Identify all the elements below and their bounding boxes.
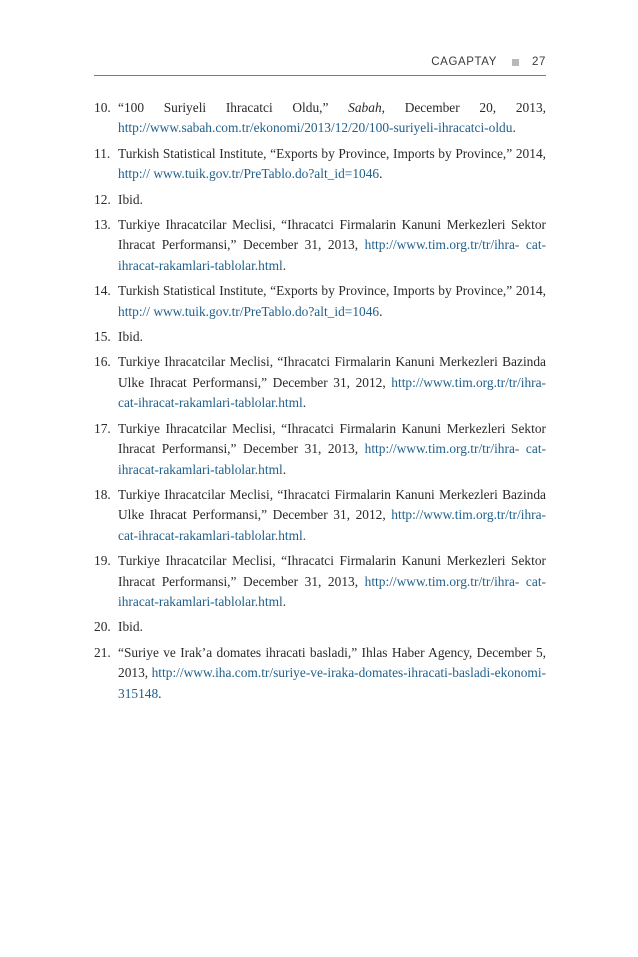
endnote-period: . — [158, 685, 162, 701]
endnote-text — [118, 617, 546, 637]
endnote-item — [94, 643, 546, 704]
endnote-number: 16. — [94, 354, 111, 370]
endnote-text — [118, 190, 546, 210]
endnote-text — [118, 352, 546, 413]
endnote-title-part: “100 Suriyeli Ihracatci Oldu,” — [118, 100, 349, 115]
endnote-text — [118, 485, 546, 546]
endnote-item — [94, 190, 546, 210]
endnote-number: 15. — [94, 329, 111, 345]
endnote-item — [94, 215, 546, 276]
endnote-period: . — [282, 257, 287, 273]
endnote-text — [118, 327, 546, 347]
endnote-text — [118, 215, 546, 276]
endnote-period: . — [379, 303, 383, 319]
endnote-period: . — [282, 461, 287, 477]
endnote-link[interactable]: http://www.tim.org.tr/tr/ihra- cat-ihracat-rakamlari-tablolar.html — [118, 573, 546, 609]
endnote-citation: Turkiye Ihracatcilar Meclisi, “Ihracatci Firmalarin Kanuni Merkezleri Sektor Ihracat Performansi,” December 31, 2013, — [118, 217, 546, 253]
endnote-number: 19. — [94, 553, 111, 569]
endnote-citation: Turkish Statistical Institute, “Exports by Province, Imports by Province,” 2014, — [118, 145, 546, 161]
header-separator-square — [512, 59, 519, 66]
endnote-number: 20. — [94, 619, 111, 635]
endnote-item — [94, 485, 546, 546]
endnote-item — [94, 352, 546, 413]
endnote-number: 10. — [94, 100, 111, 115]
endnote-link[interactable]: http://www.tim.org.tr/tr/ihra- cat-ihracat-rakamlari-tablolar.html. — [118, 507, 546, 543]
endnote-link[interactable]: http://www.tim.org.tr/tr/ihra- cat-ihracat-rakamlari-tablolar.html — [118, 374, 546, 411]
running-header-author: CAGAPTAY — [431, 56, 497, 68]
page-number: 27 — [532, 56, 546, 68]
endnote-citation: Turkish Statistical Institute, “Exports by Province, Imports by Province,” 2014, — [118, 283, 546, 299]
endnote-number: 17. — [94, 420, 111, 436]
endnote-item — [94, 281, 546, 322]
endnote-item — [94, 551, 546, 612]
endnote-link[interactable]: http:// www.tuik.gov.tr/PreTablo.do?alt_id=1046 — [118, 166, 380, 182]
endnote-number: 21. — [94, 644, 111, 660]
header-rule — [94, 75, 546, 76]
endnote-citation: , December 20, 2013, — [381, 100, 546, 115]
endnote-link[interactable]: http:// www.tuik.gov.tr/PreTablo.do?alt_id=1046 — [118, 303, 380, 319]
endnote-citation: Turkiye Ihracatcilar Meclisi, “Ihracatci Firmalarin Kanuni Merkezleri Bazinda Ulke Ihracat Performansi,” December 31, 2012, — [118, 486, 546, 523]
endnote-text — [118, 419, 546, 480]
endnote-text — [118, 144, 546, 185]
endnote-publication: Sabah — [348, 100, 382, 115]
endnote-citation: Ibid. — [118, 619, 143, 635]
endnote-item — [94, 327, 546, 347]
endnote-item — [94, 617, 546, 637]
endnote-link[interactable]: http://www.sabah.com.tr/ekonomi/2013/12/20/100-suriyeli-ihracatci-oldu — [118, 120, 513, 136]
endnote-item — [94, 419, 546, 480]
endnotes-list — [94, 98, 546, 709]
endnote-text — [118, 98, 546, 139]
endnote-item — [94, 98, 546, 139]
endnote-citation: Turkiye Ihracatcilar Meclisi, “Ihracatci Firmalarin Kanuni Merkezleri Sektor Ihracat Performansi,” December 31, 2013, — [118, 553, 546, 589]
endnote-number: 18. — [94, 486, 111, 502]
endnote-period: . — [282, 593, 287, 609]
endnote-period: . — [379, 166, 383, 182]
endnote-link[interactable]: http://www.iha.com.tr/suriye-ve-iraka-domates-ihracati-basladi-ekonomi-315148 — [118, 665, 546, 701]
endnote-number: 12. — [94, 191, 111, 207]
endnote-citation: “Suriye ve Irak’a domates ihracati basladi,” Ihlas Haber Agency, December 5, 2013, — [118, 644, 546, 681]
endnote-citation: Ibid. — [118, 329, 143, 345]
endnote-number: 13. — [94, 217, 111, 233]
endnote-link[interactable]: http://www.tim.org.tr/tr/ihra- cat-ihracat-rakamlari-tablolar.html — [118, 441, 546, 477]
endnote-item — [94, 144, 546, 185]
endnote-text — [118, 643, 546, 704]
endnote-period: . — [512, 120, 516, 136]
endnote-citation: Ibid. — [118, 191, 143, 207]
endnote-period: . — [302, 395, 307, 411]
endnote-text — [118, 551, 546, 612]
running-header — [94, 55, 546, 69]
endnote-link[interactable]: http://www.tim.org.tr/tr/ihra- cat-ihracat-rakamlari-tablolar.html — [118, 237, 546, 273]
endnote-text — [118, 281, 546, 322]
endnote-number: 11. — [94, 145, 111, 161]
endnote-citation: Turkiye Ihracatcilar Meclisi, “Ihracatci Firmalarin Kanuni Merkezleri Sektor Ihracat Performansi,” December 31, 2013, — [118, 420, 546, 457]
endnote-citation: Turkiye Ihracatcilar Meclisi, “Ihracatci Firmalarin Kanuni Merkezleri Bazinda Ulke Ihracat Performansi,” December 31, 2012, — [118, 354, 546, 390]
endnote-number: 14. — [94, 283, 111, 299]
